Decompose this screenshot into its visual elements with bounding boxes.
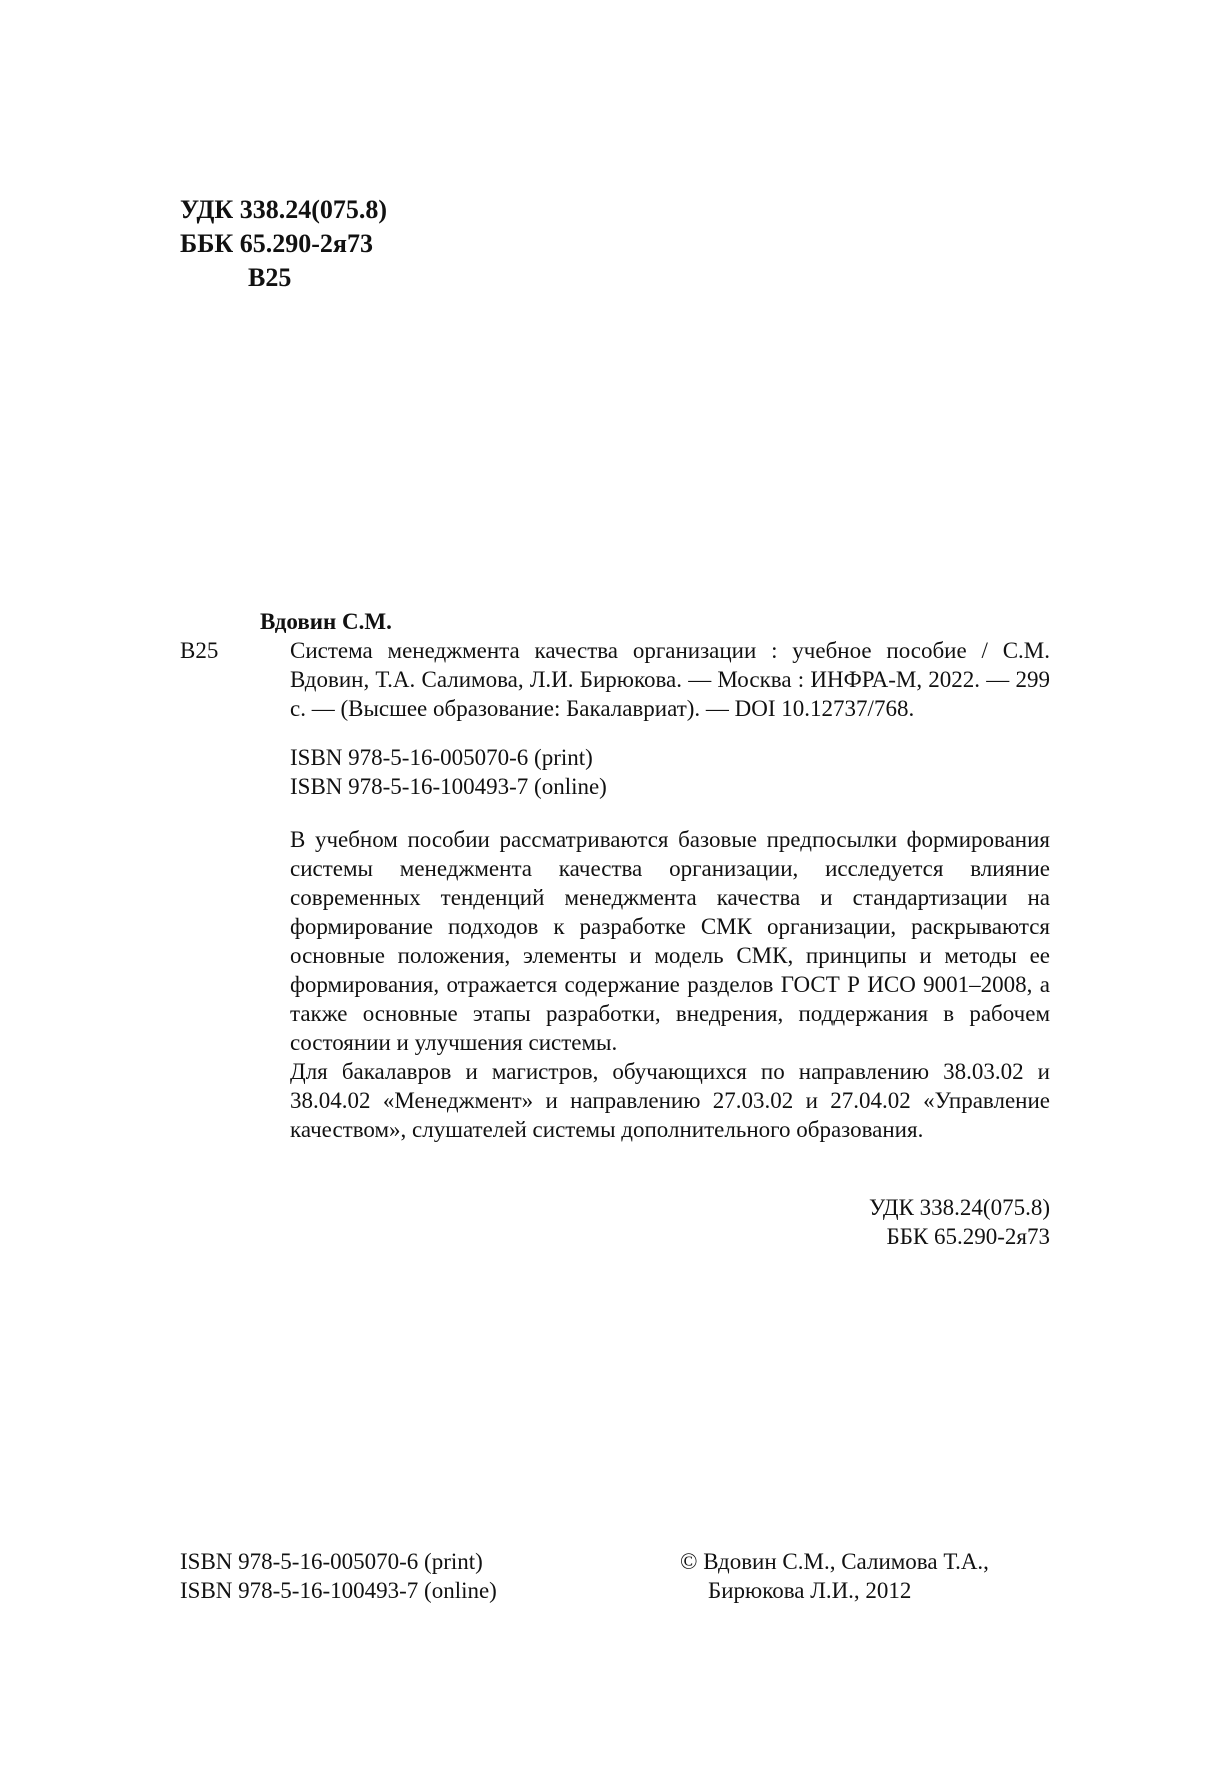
bottom-udk-code: УДК 338.24(075.8): [868, 1195, 1050, 1220]
bbk-code: ББК 65.290-2я73: [180, 229, 373, 258]
bibliographic-entry: [180, 607, 1050, 1144]
entry-isbn-print: ISBN 978-5-16-005070-6 (print): [290, 745, 593, 770]
annotation-paragraph: В учебном пособии рассматриваются базовые предпосылки формирования системы менеджмента качества организации, исследуется влияние современных тенденций менеджмента качества и стандартизации на формирование подходов к разработке СМК организации, раскрываются основные положения, элементы и модель СМК, принципы и методы ее формирования, отражается содержание разделов ГОСТ Р ИСО 9001–2008, а также основные этапы разработки, внедрения, поддержания в рабочем состоянии и улучшения системы.: [290, 827, 1050, 1055]
copyright-line-2: Бирюкова Л.И., 2012: [708, 1578, 912, 1603]
udk-code: УДК 338.24(075.8): [180, 195, 388, 224]
entry-isbn-online: ISBN 978-5-16-100493-7 (online): [290, 774, 607, 799]
entry-author: Вдовин С.М.: [260, 609, 392, 634]
bottom-classification: [869, 1193, 1050, 1251]
classification-header: [180, 193, 387, 295]
copyright-notice: [680, 1547, 989, 1605]
footer-isbn: [180, 1547, 497, 1605]
annotation-paragraph: Для бакалавров и магистров, обучающихся по направлению 38.03.02 и 38.04.02 «Менеджмент» и направлению 27.03.02 и 27.04.02 «Управление качеством», слушателей системы дополнительного образования.: [290, 1059, 1050, 1142]
author-mark-code: В25: [248, 263, 292, 292]
entry-isbn-block: [290, 743, 1050, 801]
footer-isbn-print: ISBN 978-5-16-005070-6 (print): [180, 1549, 483, 1574]
copyright-line-1: © Вдовин С.М., Салимова Т.А.,: [680, 1549, 989, 1574]
footer-isbn-online: ISBN 978-5-16-100493-7 (online): [180, 1578, 497, 1603]
entry-author-mark: В25: [180, 638, 219, 663]
entry-description: Система менеджмента качества организации : учебное пособие / С.М. Вдовин, Т.А. Салимова, Л.И. Бирюкова. — Москва : ИНФРА-М, 2022. — 299 с. — (Высшее образование: Бакалавриат). — DOI 10.12737/768.: [290, 638, 1050, 721]
entry-body: [290, 636, 1050, 1144]
bottom-bbk-code: ББК 65.290-2я73: [886, 1224, 1050, 1249]
entry-annotation: [290, 825, 1050, 1144]
